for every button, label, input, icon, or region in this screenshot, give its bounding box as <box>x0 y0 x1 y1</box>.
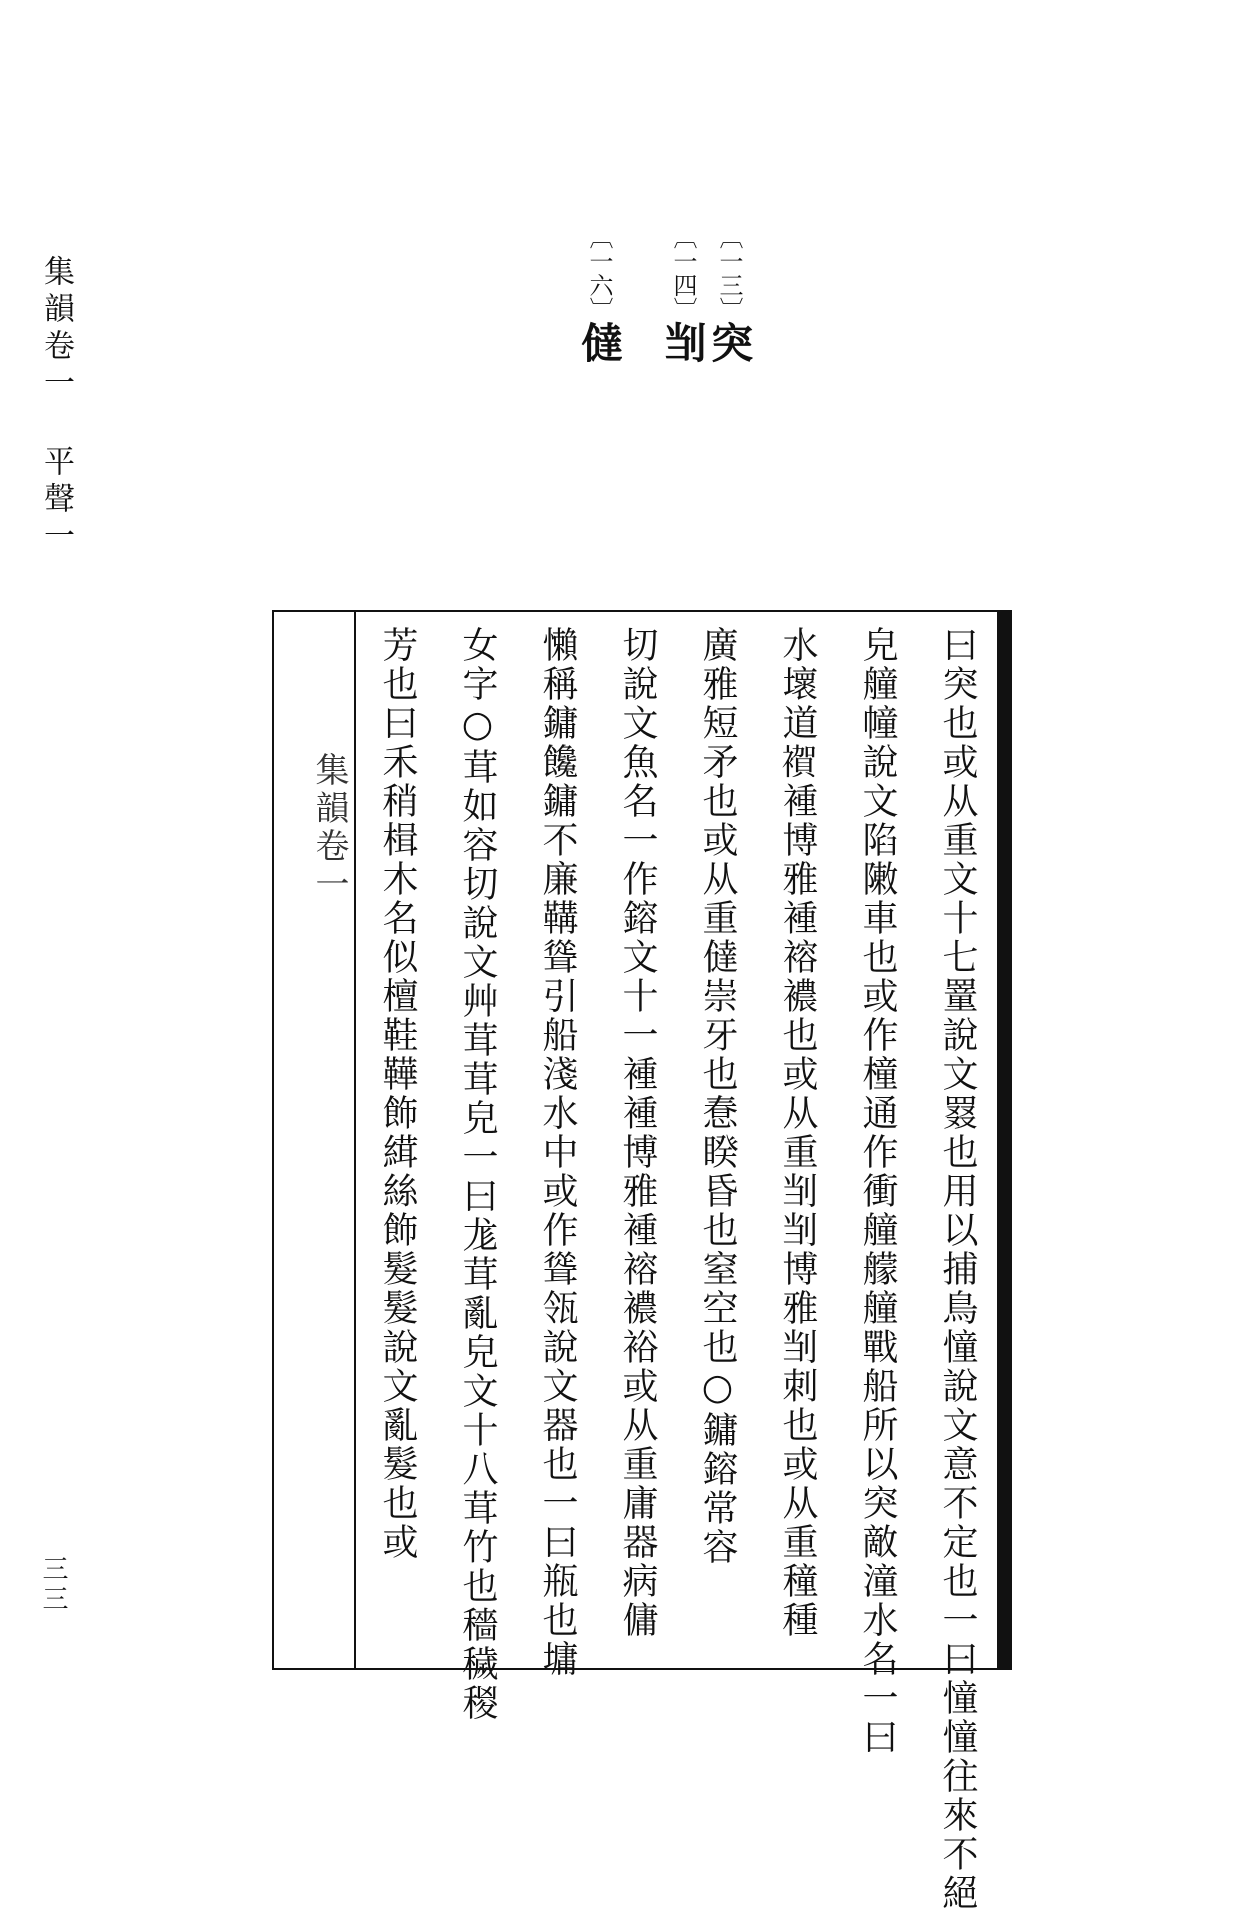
text-column-5: 切說文魚名一作鎔文十一褈褈博雅褈褣襛裕或从重庸器病傭 <box>617 626 658 1640</box>
text-column-2: 皃艟幢說文陷敶車也或作橦通作衝艟艨艟戰船所以突敵潼水名一曰 <box>857 626 898 1757</box>
text-column-6: 懶稱鏞饞鏞不廉鞲聳引船淺水中或作聳瓴說文器也一曰瓶也墉 <box>537 626 578 1679</box>
fold-margin <box>284 612 356 1668</box>
collation-note-14 <box>659 225 708 363</box>
running-head: 集韻卷一 平聲一 <box>38 255 74 556</box>
note-label: 〔一三〕 <box>715 225 743 321</box>
text-column-4: 廣雅短矛也或从重㒓崇牙也惷睽昏也窒空也○鏞鎔常容 <box>697 626 738 1567</box>
note-char: 㓥 <box>659 321 708 363</box>
text-column-8: 芳也曰禾稍楫木名似檀鞋鞾飾縙絲飾髮髮說文亂髮也或 <box>377 626 418 1562</box>
note-label: 〔一四〕 <box>669 225 697 321</box>
text-column-1: 曰突也或从重文十七罿說文罬也用以捕鳥憧說文意不定也一曰憧憧往來不絕 <box>937 626 978 1913</box>
text-column-7: 女字○茸如容切說文艸茸茸皃一曰尨茸亂皃文十八茸竹也穡穢稯 <box>457 626 498 1723</box>
note-char: 㒓 <box>575 321 624 363</box>
page-number: 三三 <box>38 1555 68 1615</box>
frame-rule <box>997 612 1003 1668</box>
text-frame <box>272 610 1012 1913</box>
collation-note-13 <box>705 225 754 363</box>
note-label: 〔一六〕 <box>585 225 613 321</box>
collation-note-16 <box>575 225 624 363</box>
text-column-3: 水壞道𧝂褈博雅褈褣襛也或从重㓥㓥博雅㓥刺也或从重穜種 <box>777 626 818 1640</box>
note-char: 突 <box>705 321 754 363</box>
fold-text: 集韻卷一 <box>309 752 349 904</box>
